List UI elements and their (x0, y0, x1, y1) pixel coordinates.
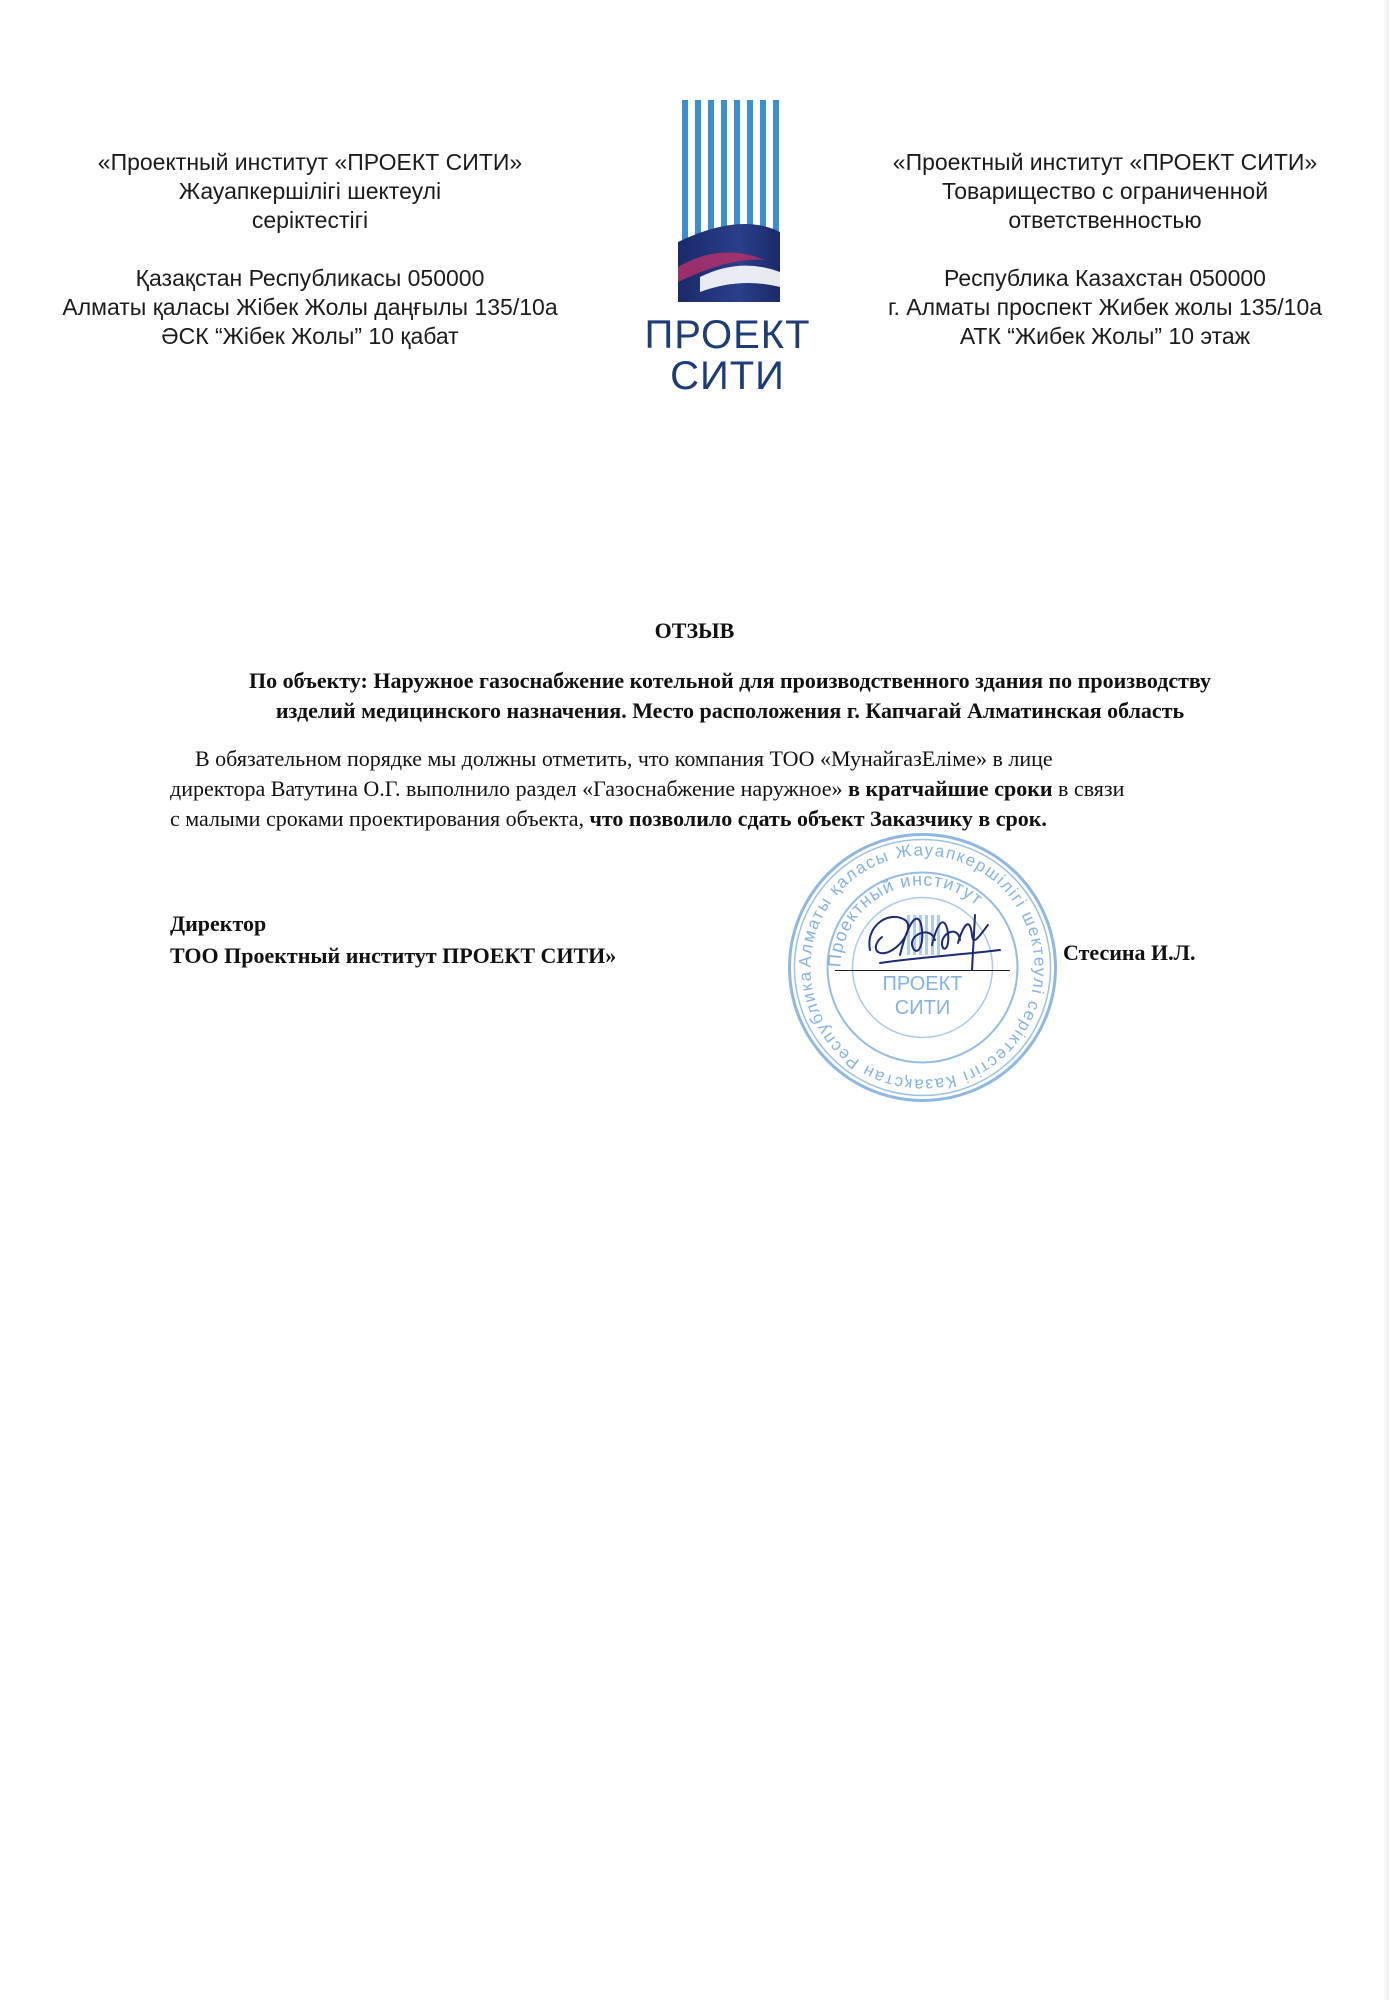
header-left-kz (50, 148, 570, 351)
logo-text-line-1: ПРОЕКТ (644, 313, 811, 357)
header-right-line-3: ответственностью (1008, 207, 1202, 233)
header-left-line-3: серіктестігі (251, 207, 369, 233)
paragraph-line-2 (170, 774, 1300, 804)
header-left-line-7: ӘСК “Жібек Жолы” 10 қабат (161, 323, 459, 349)
page-edge (1383, 0, 1389, 2000)
header-right-gap (845, 235, 1365, 264)
paragraph-line-2-bold: в кратчайшие сроки (848, 776, 1053, 801)
paragraph-line-2-c: в связи (1052, 776, 1125, 801)
subject-line-1: По объекту: Наружное газоснабжение котельной для производственного здания по производству (248, 668, 1212, 693)
document-title: ОТЗЫВ (654, 618, 735, 643)
header-right-ru (845, 148, 1365, 351)
paragraph-line-3-a: с малыми сроками проектирования объекта, (170, 806, 590, 831)
review-paragraph (170, 744, 1300, 834)
signatory-organization: ТОО Проектный институт ПРОЕКТ СИТИ» (170, 943, 617, 968)
stamp-center-line-2: СИТИ (894, 997, 951, 1019)
header-right-line-1: «Проектный институт «ПРОЕКТ СИТИ» (892, 149, 1318, 175)
header-left-line-6: Алматы қаласы Жібек Жолы даңғылы 135/10а (62, 294, 558, 320)
stamp-inner-text: Проектный институт (824, 869, 988, 968)
signatory-position: Директор (170, 911, 267, 936)
company-logo (640, 92, 815, 402)
header-right-line-6: г. Алматы проспект Жибек жолы 135/10а (887, 294, 1323, 320)
logo-emblem-icon (640, 92, 815, 312)
signatory-title (170, 908, 616, 972)
header-left-line-2: Жауапкершілігі шектеулі (178, 178, 442, 204)
header-left-gap (50, 235, 570, 264)
handwritten-signature (860, 895, 1010, 985)
stamp-outer-text: Алматы қаласы Жауапкершілігі шектеулі серіктестігі Казақстан Республика (795, 840, 1050, 1095)
header-left-line-1: «Проектный институт «ПРОЕКТ СИТИ» (97, 149, 523, 175)
subject-line-2: изделий медицинского назначения. Место расположения г. Капчагай Алматинская область (275, 698, 1185, 723)
header-right-line-2: Товарищество с ограниченной (941, 178, 1269, 204)
document-subject (160, 666, 1300, 726)
paragraph-line-2-a: директора Ватутина О.Г. выполнило раздел «Газоснабжение наружное» (170, 776, 849, 801)
paragraph-line-3-bold: что позволило сдать объект Заказчику в срок. (589, 806, 1047, 831)
header-right-line-7: АТК “Жибек Жолы” 10 этаж (959, 323, 1251, 349)
signatory-name: Стесина И.Л. (1063, 940, 1196, 965)
stamp-center-line-1: ПРОЕКТ (882, 973, 963, 995)
header-right-line-5: Республика Казахстан 050000 (944, 265, 1266, 291)
header-left-line-5: Қазақстан Республикасы 050000 (135, 265, 485, 291)
paragraph-line-3 (170, 804, 1300, 834)
paragraph-line-1: В обязательном порядке мы должны отметить, что компания ТОО «МунайгазЕліме» в лице (195, 746, 1053, 771)
signature-scribble-icon (860, 895, 1010, 985)
logo-text-line-2: СИТИ (670, 354, 785, 398)
